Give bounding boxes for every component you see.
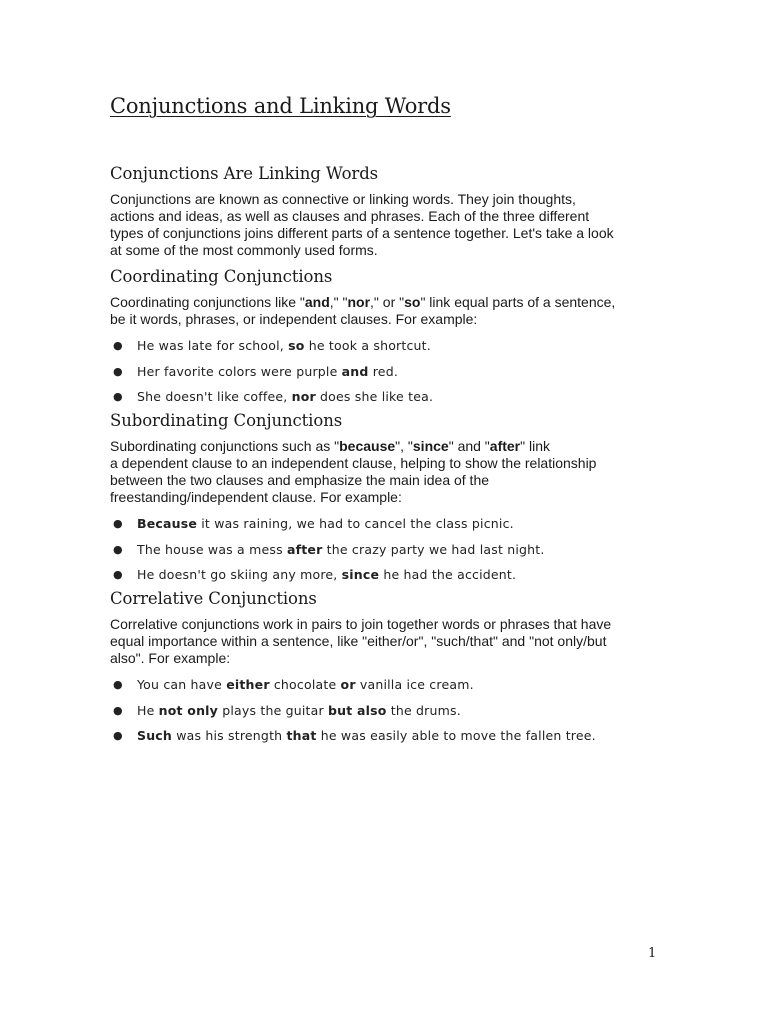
- text-run: the drums.: [386, 702, 461, 718]
- bold-keyword: either: [226, 677, 270, 692]
- paragraph-line: [110, 242, 670, 259]
- section-paragraph: [110, 438, 670, 506]
- bullet-list: [110, 676, 670, 744]
- text-run: red.: [368, 363, 398, 379]
- paragraph-line: [110, 438, 670, 455]
- text-run: The house was a mess: [137, 541, 287, 557]
- bullet-dot-icon: ●: [113, 729, 123, 742]
- bold-keyword: nor: [347, 294, 371, 310]
- bold-keyword: that: [286, 728, 317, 743]
- bullet-item: [110, 702, 670, 719]
- text-run: " and ": [448, 438, 490, 454]
- bullet-dot-icon: ●: [113, 364, 123, 378]
- bullet-dot-icon: ●: [113, 390, 123, 403]
- text-run: he took a shortcut.: [304, 338, 431, 353]
- text-run: a dependent clause to an independent clause, helping to show the relationship: [110, 455, 597, 471]
- bold-keyword: not only: [158, 702, 219, 718]
- bold-keyword: nor: [291, 389, 316, 404]
- section: [110, 163, 670, 259]
- text-run: Correlative conjunctions work in pairs to join together words or phrases that have: [110, 616, 612, 632]
- bold-keyword: since: [341, 567, 380, 582]
- text-run: ", ": [395, 438, 413, 454]
- page-number: 1: [648, 946, 657, 961]
- text-run: He was late for school,: [137, 338, 289, 353]
- bold-keyword: after: [489, 438, 521, 454]
- paragraph-line: [110, 489, 670, 506]
- bold-keyword: and: [341, 363, 369, 379]
- bold-keyword: so: [288, 338, 305, 353]
- bullet-item: [110, 337, 670, 354]
- text-run: between the two clauses and emphasize the main idea of the: [110, 472, 490, 488]
- sections-container: [110, 163, 670, 744]
- section-heading: Conjunctions Are Linking Words: [110, 164, 379, 183]
- bullet-item: [110, 566, 670, 583]
- text-run: " link: [520, 438, 551, 454]
- text-run: ," ": [329, 294, 348, 310]
- section-paragraph: [110, 616, 670, 667]
- bold-keyword: but also: [328, 702, 387, 718]
- document-page: [110, 92, 670, 749]
- paragraph-line: [110, 472, 670, 489]
- bullet-dot-icon: ●: [113, 678, 123, 691]
- text-run: He: [137, 702, 159, 718]
- text-run: He doesn't go skiing any more,: [137, 567, 342, 582]
- section: [110, 410, 670, 583]
- bold-keyword: Such: [137, 728, 173, 743]
- text-run: plays the guitar: [218, 702, 329, 718]
- section-paragraph: [110, 191, 670, 259]
- section: [110, 588, 670, 744]
- text-run: types of conjunctions joins different parts of a sentence together. Let's take a look: [110, 225, 614, 241]
- bold-keyword: and: [304, 294, 330, 310]
- bullet-item: [110, 676, 670, 693]
- text-run: the crazy party we had last night.: [322, 541, 545, 557]
- text-run: he had the accident.: [379, 567, 517, 582]
- text-run: chocolate: [269, 677, 341, 692]
- text-run: actions and ideas, as well as clauses and phrases. Each of the three different: [110, 208, 590, 224]
- bullet-dot-icon: ●: [113, 703, 123, 717]
- paragraph-line: [110, 633, 670, 650]
- paragraph-line: [110, 294, 670, 311]
- bullet-list: [110, 515, 670, 583]
- section-paragraph: [110, 294, 670, 328]
- section-heading: Correlative Conjunctions: [110, 589, 317, 608]
- paragraph-line: [110, 191, 670, 208]
- bullet-dot-icon: ●: [113, 542, 123, 556]
- text-run: does she like tea.: [315, 389, 434, 404]
- section-heading: Coordinating Conjunctions: [110, 267, 333, 286]
- bold-keyword: because: [339, 438, 396, 454]
- paragraph-line: [110, 650, 670, 667]
- text-run: ," or ": [370, 294, 405, 310]
- text-run: She doesn't like coffee,: [137, 389, 292, 404]
- paragraph-line: [110, 455, 670, 472]
- document-title: Conjunctions and Linking Words: [110, 94, 451, 118]
- paragraph-line: [110, 616, 670, 633]
- paragraph-line: [110, 208, 670, 225]
- bold-keyword: or: [340, 677, 356, 692]
- bullet-item: [110, 388, 670, 405]
- text-run: Subordinating conjunctions such as ": [110, 438, 340, 454]
- paragraph-line: [110, 311, 670, 328]
- bullet-item: [110, 541, 670, 558]
- bullet-dot-icon: ●: [113, 517, 123, 530]
- bullet-list: [110, 337, 670, 405]
- text-run: " link equal parts of a sentence,: [420, 294, 616, 310]
- text-run: be it words, phrases, or independent clauses. For example:: [110, 311, 478, 327]
- bold-keyword: since: [412, 438, 449, 454]
- section-heading: Subordinating Conjunctions: [110, 411, 343, 430]
- text-run: Her favorite colors were purple: [137, 363, 342, 379]
- paragraph-line: [110, 225, 670, 242]
- bold-keyword: Because: [137, 516, 198, 531]
- text-run: equal importance within a sentence, like "either/or", "such/that" and "not only/but: [110, 633, 607, 649]
- text-run: it was raining, we had to cancel the class picnic.: [197, 516, 514, 531]
- bullet-dot-icon: ●: [113, 568, 123, 581]
- bold-keyword: so: [404, 294, 421, 310]
- bullet-item: [110, 515, 670, 532]
- text-run: also". For example:: [110, 650, 231, 666]
- text-run: vanilla ice cream.: [355, 677, 474, 692]
- text-run: at some of the most commonly used forms.: [110, 242, 378, 258]
- bullet-dot-icon: ●: [113, 339, 123, 352]
- text-run: was his strength: [172, 728, 287, 743]
- bullet-item: [110, 363, 670, 380]
- bold-keyword: after: [286, 541, 323, 557]
- bullet-item: [110, 727, 670, 744]
- text-run: Coordinating conjunctions like ": [110, 294, 305, 310]
- text-run: You can have: [137, 677, 227, 692]
- text-run: he was easily able to move the fallen tree.: [316, 728, 596, 743]
- text-run: Conjunctions are known as connective or linking words. They join thoughts,: [110, 191, 576, 207]
- text-run: freestanding/independent clause. For example:: [110, 489, 402, 505]
- section: [110, 266, 670, 405]
